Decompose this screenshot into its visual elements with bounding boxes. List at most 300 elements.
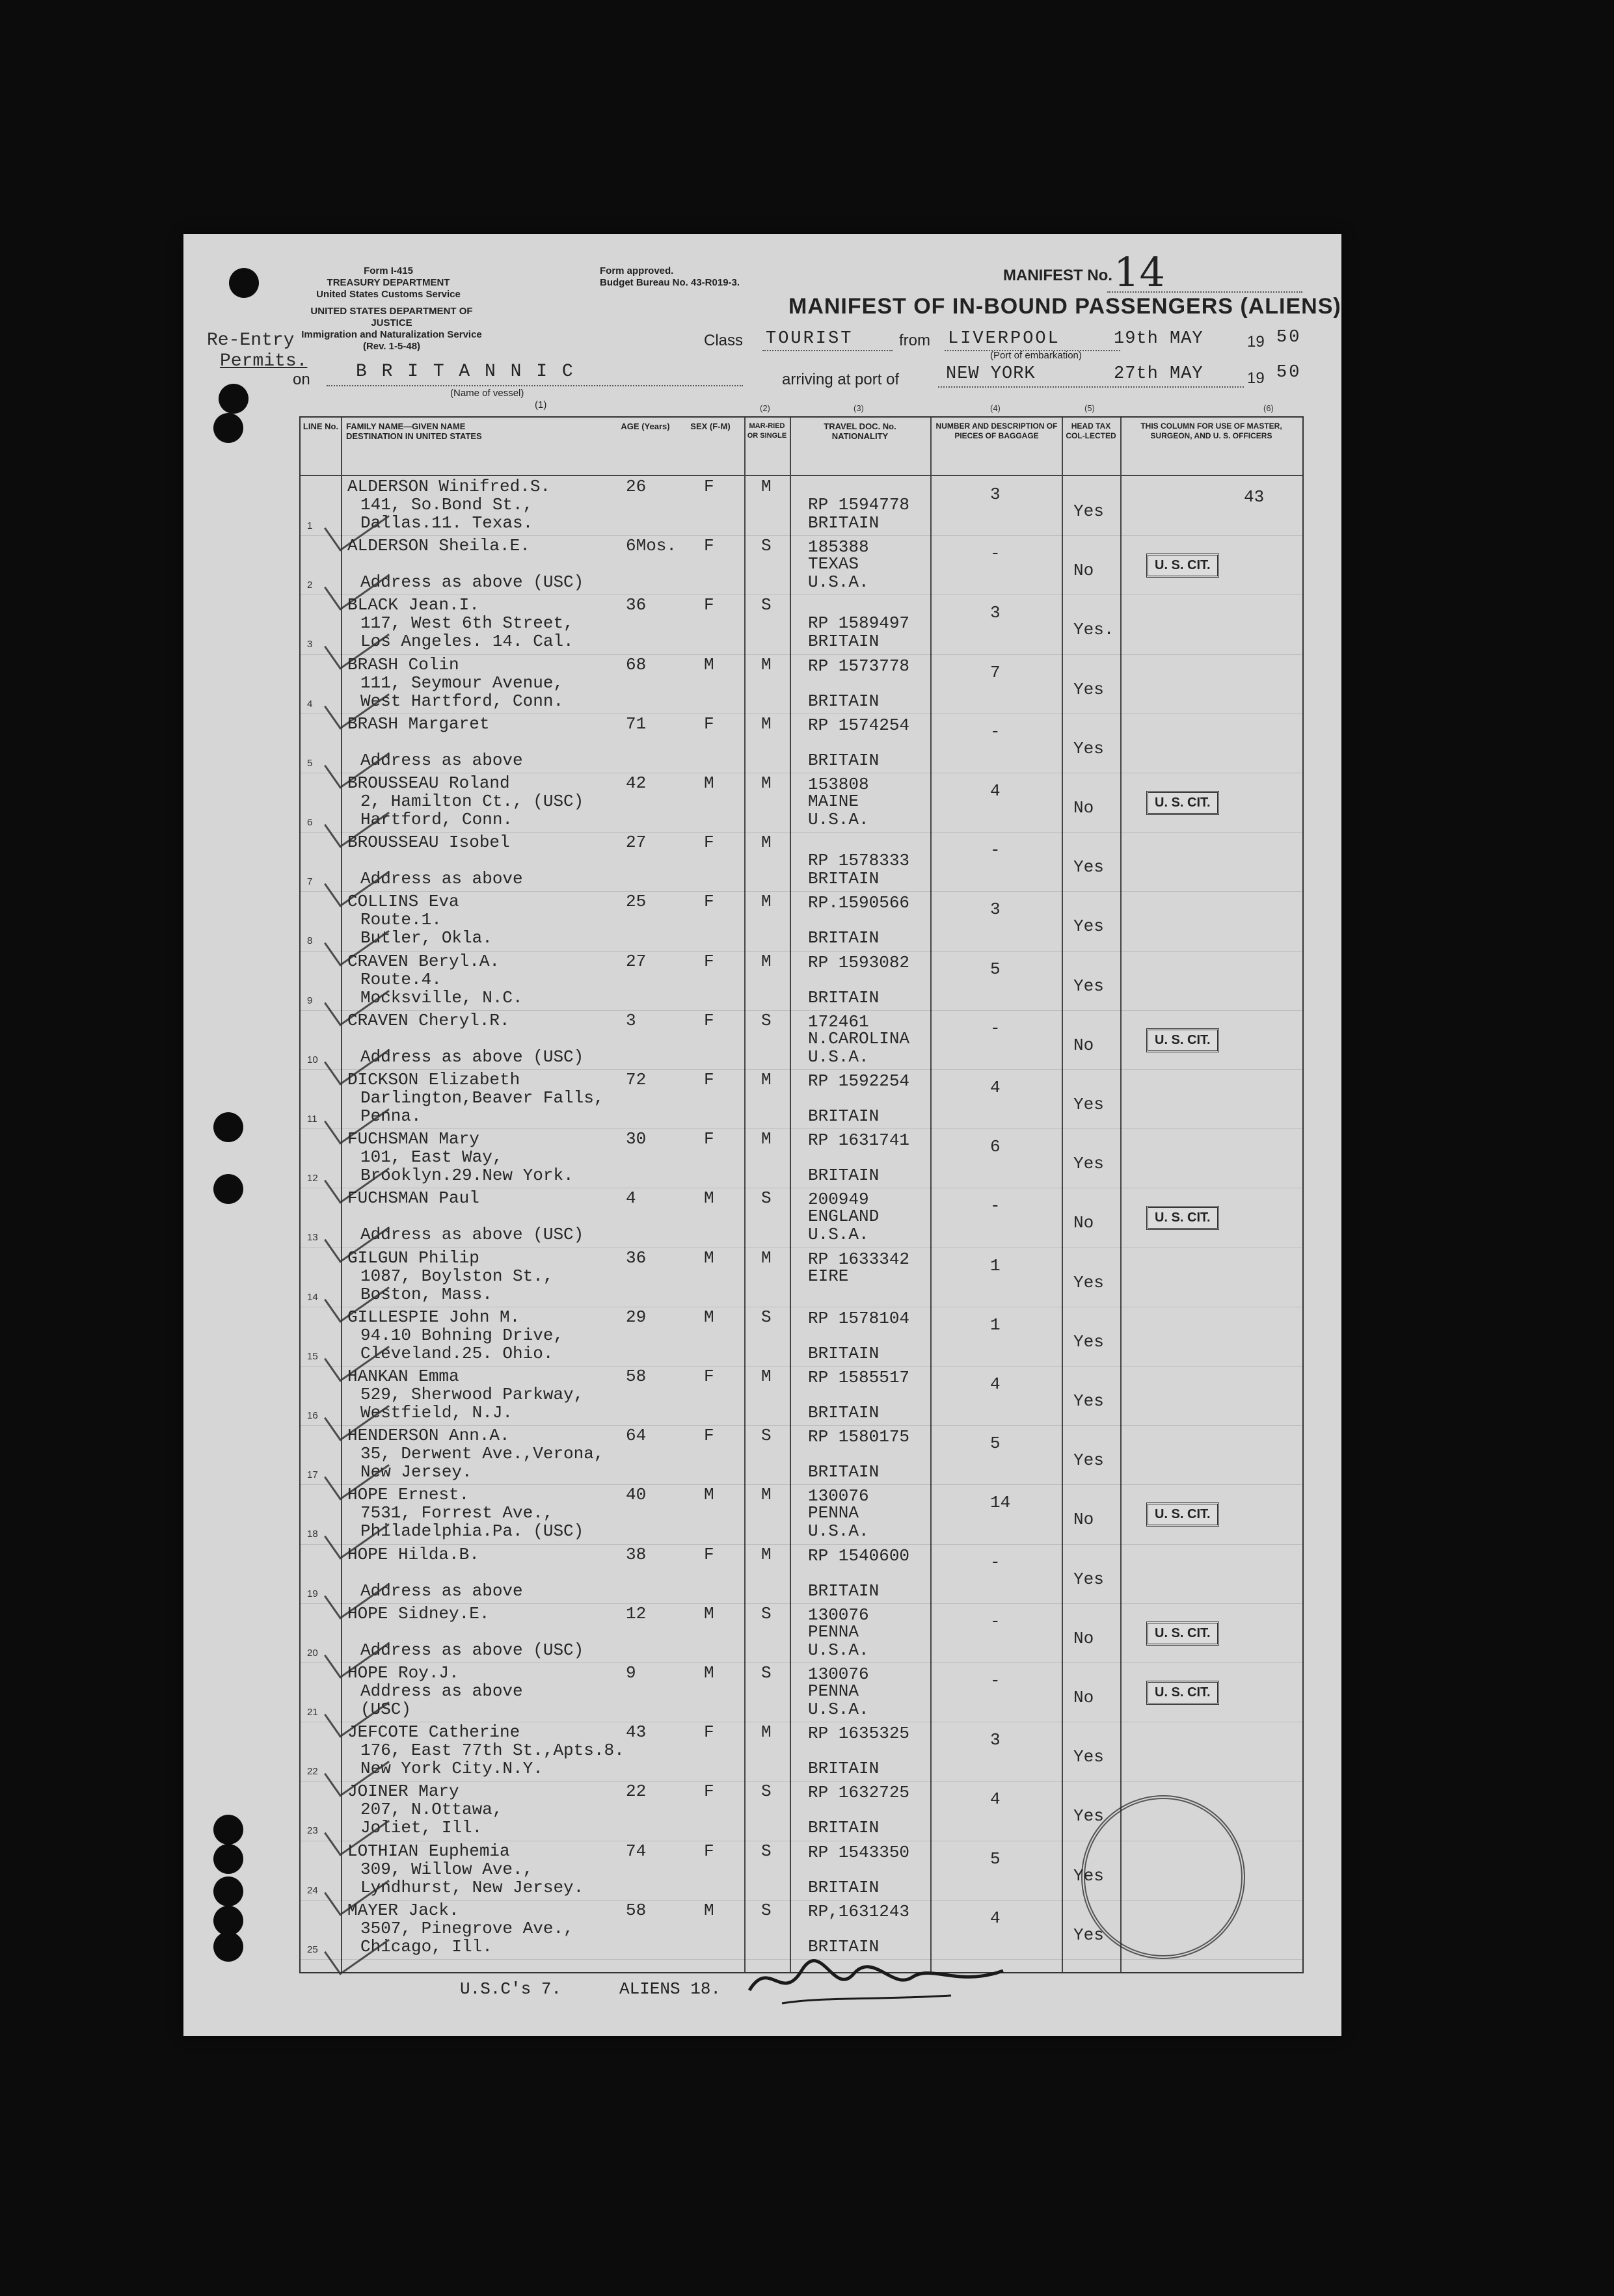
nationality: U.S.A. bbox=[808, 1225, 869, 1245]
sex: F bbox=[704, 1070, 714, 1089]
sex: F bbox=[704, 1426, 714, 1446]
baggage-count: 1 bbox=[990, 1255, 1001, 1275]
ins-service: Immigration and Naturalization Service bbox=[301, 329, 482, 340]
address-line-2: Address as above bbox=[360, 1581, 523, 1601]
form-approved: Form approved. bbox=[600, 265, 674, 276]
nationality: BRITAIN bbox=[808, 1403, 880, 1422]
baggage-count: - bbox=[990, 1196, 1001, 1216]
travel-doc-1: RP 1585517 bbox=[808, 1368, 910, 1387]
travel-doc-1: 172461 bbox=[808, 1011, 869, 1032]
baggage-count: 6 bbox=[990, 1137, 1001, 1157]
travel-doc-1: RP 1635325 bbox=[808, 1724, 910, 1744]
line-number: 13 bbox=[307, 1232, 318, 1244]
passenger-name: CRAVEN Beryl.A. bbox=[347, 951, 500, 971]
address-line-2: Address as above (USC) bbox=[360, 1047, 584, 1067]
column-number-3: (3) bbox=[854, 403, 864, 413]
address-line-2: Hartford, Conn. bbox=[360, 810, 513, 829]
marital-status: M bbox=[761, 714, 772, 734]
line-number: 16 bbox=[307, 1410, 318, 1421]
sex: F bbox=[704, 833, 714, 853]
baggage-count: 7 bbox=[990, 662, 1001, 682]
sex: F bbox=[704, 1129, 714, 1149]
travel-doc-1: RP 1573778 bbox=[808, 656, 910, 676]
marital-status: M bbox=[761, 892, 772, 912]
table-row bbox=[301, 1425, 1302, 1485]
address-line-2: Dallas.11. Texas. bbox=[360, 513, 533, 533]
head-tax: Yes bbox=[1073, 1450, 1104, 1471]
age: 22 bbox=[626, 1782, 647, 1802]
vessel-caption: (Name of vessel) bbox=[450, 388, 524, 399]
sex: F bbox=[704, 595, 714, 615]
nationality: BRITAIN bbox=[808, 513, 880, 533]
baggage-count: - bbox=[990, 544, 1001, 564]
baggage-count: 14 bbox=[990, 1493, 1011, 1513]
baggage-count: 4 bbox=[990, 1908, 1001, 1928]
travel-doc-1: RP 1540600 bbox=[808, 1545, 910, 1566]
head-tax: No bbox=[1073, 1510, 1094, 1530]
sex: F bbox=[704, 1010, 714, 1030]
address-line-2: Mocksville, N.C. bbox=[360, 987, 523, 1008]
travel-doc-2: TEXAS bbox=[808, 554, 859, 574]
travel-doc-1: RP,1631243 bbox=[808, 1901, 910, 1921]
travel-doc-1: 130076 bbox=[808, 1486, 869, 1506]
table-row bbox=[301, 1484, 1302, 1544]
line-number: 21 bbox=[307, 1707, 318, 1718]
passenger-name: COLLINS Eva bbox=[347, 892, 459, 912]
vessel-rule bbox=[327, 385, 743, 386]
head-tax: No bbox=[1073, 561, 1094, 581]
baggage-count: 5 bbox=[990, 959, 1001, 979]
passenger-name: BRASH Margaret bbox=[347, 714, 490, 734]
departure-year-prefix: 19 bbox=[1247, 333, 1265, 351]
line-number: 20 bbox=[307, 1647, 318, 1659]
sex: F bbox=[704, 536, 714, 556]
address-line-1: 1087, Boylston St., bbox=[360, 1266, 554, 1286]
age: 74 bbox=[626, 1841, 647, 1861]
table-row bbox=[301, 832, 1302, 892]
nationality: U.S.A. bbox=[808, 1521, 869, 1542]
marital-status: S bbox=[761, 1188, 772, 1208]
sex: M bbox=[704, 1900, 714, 1920]
form-number: Form I-415 bbox=[364, 265, 413, 276]
sex: M bbox=[704, 1663, 714, 1683]
column-number-6: (6) bbox=[1263, 403, 1274, 413]
marital-status: S bbox=[761, 595, 772, 615]
age: 64 bbox=[626, 1426, 647, 1446]
address-line-1: 101, East Way, bbox=[360, 1147, 503, 1168]
address-line-2: Address as above (USC) bbox=[360, 572, 584, 593]
address-line-2: Cleveland.25. Ohio. bbox=[360, 1343, 554, 1363]
address-line-2: Address as above bbox=[360, 750, 523, 770]
baggage-count: - bbox=[990, 721, 1001, 741]
head-tax: Yes bbox=[1073, 501, 1104, 521]
passenger-name: JOINER Mary bbox=[347, 1782, 459, 1802]
departure-date: 19th MAY bbox=[1114, 329, 1204, 349]
passenger-name: HOPE Roy.J. bbox=[347, 1663, 459, 1683]
head-tax: Yes bbox=[1073, 916, 1104, 937]
passenger-name: ALDERSON Winifred.S. bbox=[347, 477, 551, 496]
head-tax: Yes bbox=[1073, 1154, 1104, 1174]
address-line-1: 207, N.Ottawa, bbox=[360, 1800, 503, 1820]
arrival-year: 50 bbox=[1276, 363, 1302, 382]
head-tax: Yes bbox=[1073, 1095, 1104, 1114]
column-number-4: (4) bbox=[990, 403, 1001, 413]
address-line-2: Chicago, Ill. bbox=[360, 1936, 492, 1956]
line-number: 24 bbox=[307, 1884, 318, 1896]
nationality: BRITAIN bbox=[808, 1936, 880, 1956]
age: 40 bbox=[626, 1485, 647, 1505]
baggage-count: 4 bbox=[990, 781, 1001, 801]
table-row bbox=[301, 535, 1302, 595]
line-number: 12 bbox=[307, 1173, 318, 1184]
passenger-name: BLACK Jean.I. bbox=[347, 595, 479, 615]
marital-status: S bbox=[761, 536, 772, 556]
age: 29 bbox=[626, 1307, 647, 1327]
head-tax: Yes bbox=[1073, 1865, 1104, 1886]
address-line-2: New York City.N.Y. bbox=[360, 1759, 543, 1779]
age: 30 bbox=[626, 1129, 647, 1149]
address-line-2: Lyndhurst, New Jersey. bbox=[360, 1877, 584, 1897]
travel-doc-1: RP 1580175 bbox=[808, 1427, 910, 1447]
arriving-rule bbox=[938, 386, 1244, 388]
us-citizen-stamp: U. S. CIT. bbox=[1146, 1502, 1219, 1527]
line-number: 11 bbox=[307, 1114, 317, 1125]
nationality: BRITAIN bbox=[808, 1759, 880, 1779]
head-tax: No bbox=[1073, 1035, 1094, 1055]
address-line-1: Route.4. bbox=[360, 969, 442, 989]
punch-hole bbox=[213, 1112, 243, 1142]
address-line-2: Butler, Okla. bbox=[360, 928, 492, 948]
address-line-2: Address as above bbox=[360, 869, 523, 889]
table-row bbox=[301, 594, 1302, 654]
age: 58 bbox=[626, 1900, 647, 1920]
officer-note: 43 bbox=[1244, 487, 1265, 507]
us-citizen-stamp: U. S. CIT. bbox=[1146, 1206, 1219, 1230]
marital-status: M bbox=[761, 1544, 772, 1564]
reentry-label: Re-Entry bbox=[207, 330, 295, 351]
aliens-total: ALIENS 18. bbox=[619, 1979, 721, 1999]
passenger-table bbox=[299, 403, 1304, 1973]
arriving-port: NEW YORK bbox=[946, 364, 1036, 384]
age: 42 bbox=[626, 773, 647, 793]
sex: M bbox=[704, 1188, 714, 1208]
passenger-name: FUCHSMAN Mary bbox=[347, 1129, 479, 1149]
table-row bbox=[301, 1248, 1302, 1307]
sex: F bbox=[704, 1841, 714, 1861]
address-line-2: Address as above (USC) bbox=[360, 1640, 584, 1660]
passenger-name: BROUSSEAU Isobel bbox=[347, 833, 510, 853]
marital-status: M bbox=[761, 654, 772, 674]
passenger-name: GILGUN Philip bbox=[347, 1248, 479, 1268]
address-line-2: Westfield, N.J. bbox=[360, 1403, 513, 1422]
header-baggage: NUMBER AND DESCRIPTION OF PIECES OF BAGGAGE bbox=[935, 421, 1058, 440]
baggage-count: 1 bbox=[990, 1315, 1001, 1335]
customs-service: United States Customs Service bbox=[316, 289, 461, 300]
line-number: 6 bbox=[307, 817, 313, 828]
sex: F bbox=[704, 714, 714, 734]
address-line-2: Boston, Mass. bbox=[360, 1284, 492, 1304]
table-row bbox=[301, 714, 1302, 773]
baggage-count: 4 bbox=[990, 1078, 1001, 1097]
baggage-count: 4 bbox=[990, 1374, 1001, 1394]
table-row bbox=[301, 773, 1302, 833]
department-of-justice: UNITED STATES DEPARTMENT OF JUSTICE bbox=[310, 306, 473, 328]
age: 36 bbox=[626, 595, 647, 615]
header-age: AGE (Years) bbox=[621, 421, 670, 431]
address-line-1: 94.10 Bohning Drive, bbox=[360, 1325, 564, 1345]
head-tax: Yes bbox=[1073, 976, 1104, 996]
marital-status: S bbox=[761, 1010, 772, 1030]
baggage-count: 5 bbox=[990, 1849, 1001, 1869]
sex: F bbox=[704, 1782, 714, 1802]
age: 58 bbox=[626, 1367, 647, 1386]
baggage-count: 3 bbox=[990, 900, 1001, 920]
marital-status: M bbox=[761, 1248, 772, 1268]
nationality: U.S.A. bbox=[808, 810, 869, 829]
baggage-count: 5 bbox=[990, 1434, 1001, 1454]
baggage-count: 3 bbox=[990, 603, 1001, 623]
line-number: 19 bbox=[307, 1588, 318, 1599]
sex: M bbox=[704, 1248, 714, 1268]
header-name: FAMILY NAME—GIVEN NAME DESTINATION IN UNITED STATES bbox=[346, 421, 482, 441]
punch-hole bbox=[213, 1815, 243, 1845]
address-line-1: 7531, Forrest Ave., bbox=[360, 1503, 554, 1523]
punch-hole bbox=[213, 1844, 243, 1874]
sex: M bbox=[704, 654, 714, 674]
budget-bureau: Budget Bureau No. 43-R019-3. bbox=[600, 277, 740, 288]
baggage-count: 3 bbox=[990, 485, 1001, 504]
nationality: BRITAIN bbox=[808, 1581, 880, 1601]
nationality: BRITAIN bbox=[808, 1462, 880, 1482]
table-row bbox=[301, 1069, 1302, 1129]
table-row bbox=[301, 476, 1302, 536]
line-number: 2 bbox=[307, 580, 313, 591]
punch-hole bbox=[219, 384, 249, 414]
travel-doc-1: RP 1592254 bbox=[808, 1071, 910, 1091]
address-line-1: 3507, Pinegrove Ave., bbox=[360, 1918, 574, 1938]
header-travel-doc: TRAVEL DOC. No. NATIONALITY bbox=[824, 421, 896, 441]
passenger-name: DICKSON Elizabeth bbox=[347, 1070, 520, 1089]
address-line-1: 2, Hamilton Ct., (USC) bbox=[360, 792, 584, 811]
head-tax: No bbox=[1073, 1213, 1094, 1233]
sex: F bbox=[704, 1367, 714, 1386]
address-line-1: 529, Sherwood Parkway, bbox=[360, 1385, 584, 1404]
manifest-number-label: MANIFEST No. bbox=[1003, 267, 1112, 284]
header-line-no: LINE No. bbox=[303, 421, 339, 431]
table-row bbox=[301, 1188, 1302, 1248]
line-number: 7 bbox=[307, 876, 313, 888]
address-line-2: Address as above (USC) bbox=[360, 1225, 584, 1245]
line-number: 17 bbox=[307, 1469, 318, 1481]
table-row bbox=[301, 1128, 1302, 1188]
address-line-1: 309, Willow Ave., bbox=[360, 1859, 533, 1879]
table-row bbox=[301, 1010, 1302, 1070]
head-tax: No bbox=[1073, 798, 1094, 818]
head-tax: Yes bbox=[1073, 1272, 1104, 1292]
line-number: 5 bbox=[307, 757, 313, 769]
punch-hole bbox=[213, 413, 243, 443]
marital-status: S bbox=[761, 1841, 772, 1861]
manifest-number: 14 bbox=[1114, 248, 1165, 296]
marital-status: M bbox=[761, 1485, 772, 1505]
passenger-name: JEFCOTE Catherine bbox=[347, 1722, 520, 1742]
line-number: 9 bbox=[307, 994, 313, 1006]
marital-status: S bbox=[761, 1782, 772, 1802]
inspector-signature bbox=[743, 1951, 1016, 2010]
head-tax: Yes bbox=[1073, 738, 1104, 758]
address-line-2: Brooklyn.29.New York. bbox=[360, 1166, 574, 1186]
nationality: BRITAIN bbox=[808, 1343, 880, 1363]
address-line-1: 117, West 6th Street, bbox=[360, 613, 574, 634]
passenger-name: BRASH Colin bbox=[347, 654, 459, 674]
us-citizen-stamp: U. S. CIT. bbox=[1146, 554, 1219, 578]
table-row bbox=[301, 951, 1302, 1011]
head-tax: No bbox=[1073, 1628, 1094, 1648]
sex: F bbox=[704, 951, 714, 971]
address-line-1: 176, East 77th St.,Apts.8. bbox=[360, 1741, 625, 1761]
passenger-name: HOPE Sidney.E. bbox=[347, 1603, 490, 1623]
nationality: BRITAIN bbox=[808, 928, 880, 948]
passenger-name: HANKAN Emma bbox=[347, 1367, 459, 1386]
table-row bbox=[301, 1544, 1302, 1604]
nationality: BRITAIN bbox=[808, 1106, 880, 1126]
passenger-name: GILLESPIE John M. bbox=[347, 1307, 520, 1327]
embarkation-caption: (Port of embarkation) bbox=[990, 350, 1082, 361]
class-value: TOURIST bbox=[766, 329, 854, 349]
travel-doc-1: 200949 bbox=[808, 1190, 869, 1210]
passenger-name: MAYER Jack. bbox=[347, 1900, 459, 1920]
nationality: U.S.A. bbox=[808, 572, 869, 593]
passenger-name: HOPE Ernest. bbox=[347, 1485, 470, 1505]
head-tax: Yes bbox=[1073, 1331, 1104, 1352]
passenger-name: HENDERSON Ann.A. bbox=[347, 1426, 510, 1446]
marital-status: M bbox=[761, 951, 772, 971]
marital-status: S bbox=[761, 1663, 772, 1683]
line-number: 22 bbox=[307, 1766, 318, 1778]
treasury-block bbox=[281, 265, 496, 300]
address-line-1: Darlington,Beaver Falls, bbox=[360, 1088, 604, 1108]
column-number-2: (2) bbox=[760, 403, 770, 413]
nationality: U.S.A. bbox=[808, 1047, 869, 1067]
travel-doc-2: MAINE bbox=[808, 792, 859, 811]
header-married: MAR-RIED OR SINGLE bbox=[747, 422, 787, 440]
passenger-name: BROUSSEAU Roland bbox=[347, 773, 510, 793]
age: 27 bbox=[626, 951, 647, 971]
baggage-count: - bbox=[990, 1671, 1001, 1690]
address-line-1: 111, Seymour Avenue, bbox=[360, 673, 564, 693]
age: 9 bbox=[626, 1663, 636, 1683]
head-tax: Yes bbox=[1073, 857, 1104, 877]
nationality: BRITAIN bbox=[808, 987, 880, 1008]
on-label: on bbox=[293, 371, 310, 388]
treasury-department: TREASURY DEPARTMENT bbox=[327, 277, 450, 288]
age: 25 bbox=[626, 892, 647, 912]
marital-status: M bbox=[761, 833, 772, 853]
arrival-year-prefix: 19 bbox=[1247, 369, 1265, 387]
punch-hole bbox=[213, 1174, 243, 1204]
baggage-count: - bbox=[990, 1018, 1001, 1038]
travel-doc-2: N.CAROLINA bbox=[808, 1028, 910, 1048]
address-line-1: 141, So.Bond St., bbox=[360, 495, 533, 514]
travel-doc-1: 130076 bbox=[808, 1605, 869, 1625]
travel-doc-2: RP 1578333 bbox=[808, 851, 910, 871]
punch-hole bbox=[213, 1932, 243, 1962]
approval-block bbox=[600, 265, 808, 289]
age: 6Mos. bbox=[626, 536, 677, 556]
us-citizen-stamp: U. S. CIT. bbox=[1146, 1028, 1219, 1052]
address-line-2: Philadelphia.Pa. (USC) bbox=[360, 1521, 584, 1542]
line-number: 10 bbox=[307, 1054, 318, 1065]
travel-doc-1: RP 1578104 bbox=[808, 1308, 910, 1328]
arriving-label: arriving at port of bbox=[782, 371, 900, 388]
address-line-1: Route.1. bbox=[360, 910, 442, 930]
line-number: 15 bbox=[307, 1350, 318, 1362]
travel-doc-2: ENGLAND bbox=[808, 1207, 880, 1227]
sex: M bbox=[704, 1485, 714, 1505]
age: 72 bbox=[626, 1070, 647, 1089]
passenger-name: ALDERSON Sheila.E. bbox=[347, 536, 530, 556]
nationality: BRITAIN bbox=[808, 1877, 880, 1897]
age: 36 bbox=[626, 1248, 647, 1268]
marital-status: S bbox=[761, 1603, 772, 1623]
head-tax: Yes bbox=[1073, 1569, 1104, 1589]
travel-doc-2: RP 1589497 bbox=[808, 613, 910, 634]
address-line-2: New Jersey. bbox=[360, 1462, 472, 1482]
marital-status: S bbox=[761, 1307, 772, 1327]
address-line-1: Address as above bbox=[360, 1681, 523, 1701]
header-sex: SEX (F-M) bbox=[690, 421, 731, 431]
age: 3 bbox=[626, 1010, 636, 1030]
us-citizen-stamp: U. S. CIT. bbox=[1146, 1681, 1219, 1705]
column-one-number: (1) bbox=[535, 399, 547, 410]
marital-status: M bbox=[761, 1722, 772, 1742]
line-number: 23 bbox=[307, 1825, 318, 1837]
travel-doc-1: RP 1574254 bbox=[808, 715, 910, 735]
table-row bbox=[301, 1366, 1302, 1426]
sex: F bbox=[704, 1722, 714, 1742]
nationality: BRITAIN bbox=[808, 632, 880, 652]
travel-doc-2: EIRE bbox=[808, 1266, 849, 1286]
travel-doc-1: RP 1543350 bbox=[808, 1842, 910, 1862]
address-line-2: (USC) bbox=[360, 1700, 412, 1719]
travel-doc-1: RP 1633342 bbox=[808, 1249, 910, 1269]
travel-doc-2: RP 1594778 bbox=[808, 495, 910, 514]
table-row bbox=[301, 891, 1302, 951]
circular-stamp bbox=[1081, 1795, 1245, 1959]
sex: F bbox=[704, 477, 714, 496]
travel-doc-2: PENNA bbox=[808, 1503, 859, 1523]
travel-doc-2: PENNA bbox=[808, 1681, 859, 1701]
table-row bbox=[301, 1307, 1302, 1367]
nationality: BRITAIN bbox=[808, 869, 880, 889]
marital-status: M bbox=[761, 1129, 772, 1149]
age: 43 bbox=[626, 1722, 647, 1742]
us-citizen-stamp: U. S. CIT. bbox=[1146, 791, 1219, 815]
passenger-name: HOPE Hilda.B. bbox=[347, 1544, 479, 1564]
age: 12 bbox=[626, 1603, 647, 1623]
class-label: Class bbox=[704, 332, 744, 349]
travel-doc-1: 130076 bbox=[808, 1664, 869, 1684]
marital-status: S bbox=[761, 1426, 772, 1446]
passenger-name: FUCHSMAN Paul bbox=[347, 1188, 479, 1208]
travel-doc-1: RP 1631741 bbox=[808, 1130, 910, 1151]
punch-hole bbox=[229, 268, 259, 298]
nationality: BRITAIN bbox=[808, 691, 880, 711]
address-line-2: Penna. bbox=[360, 1106, 422, 1126]
table-row bbox=[301, 1662, 1302, 1722]
uscs-total: U.S.C's 7. bbox=[460, 1979, 562, 1999]
travel-doc-1: 185388 bbox=[808, 537, 869, 557]
